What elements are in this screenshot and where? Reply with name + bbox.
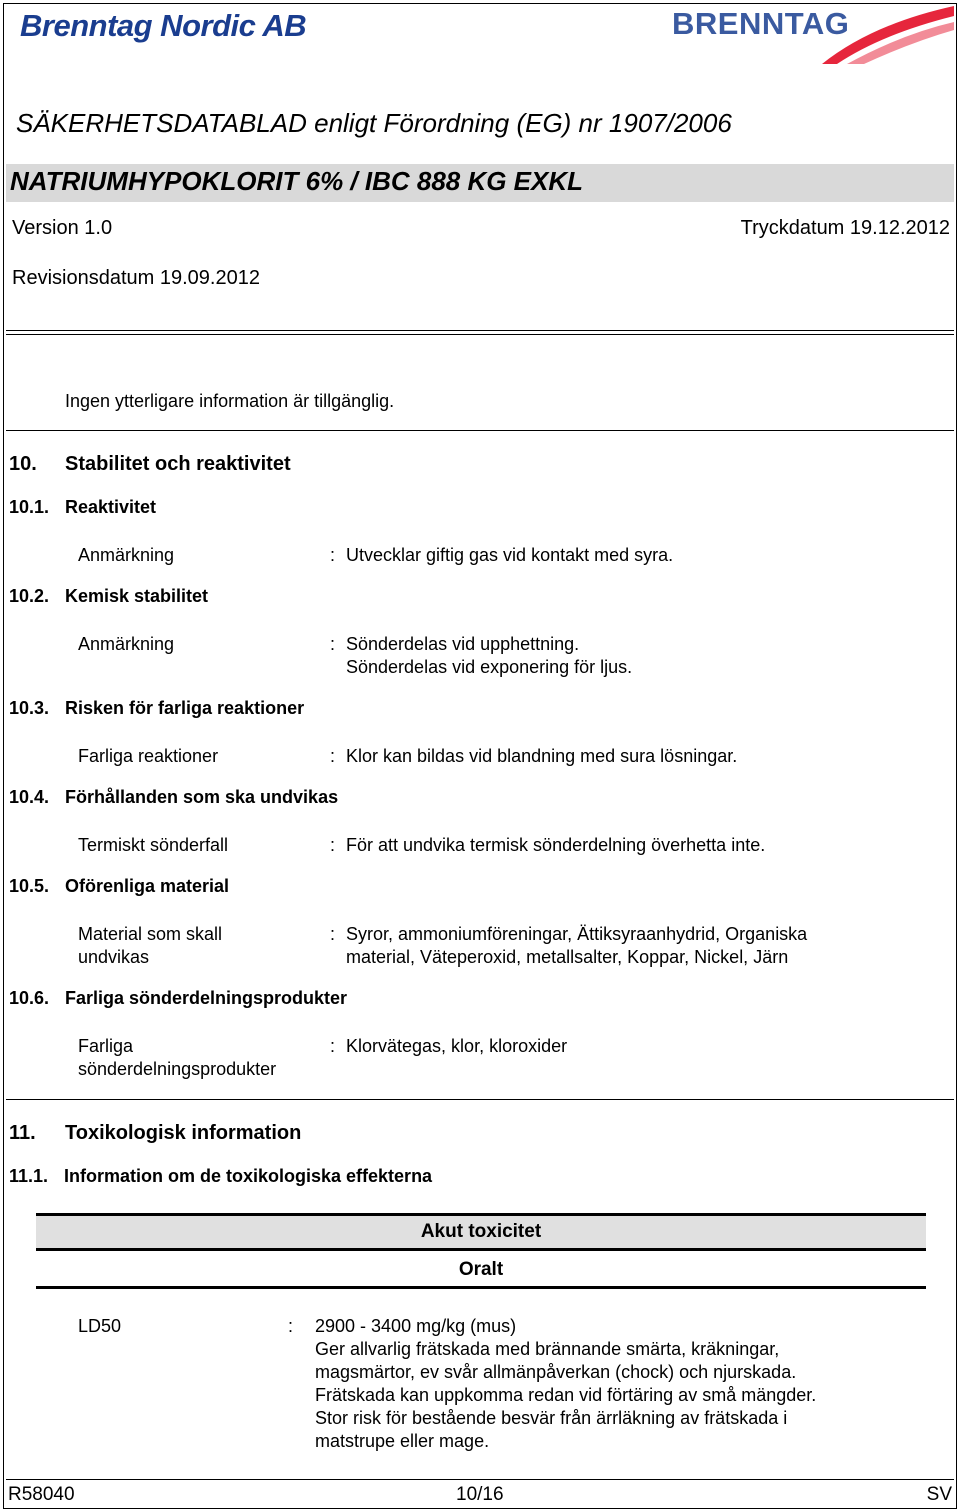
logo-text: BRENNTAG bbox=[672, 6, 850, 41]
sub-10-5-title: Oförenliga material bbox=[65, 876, 230, 896]
ld50-line-6: matstrupe eller mage. bbox=[315, 1431, 490, 1451]
section-10-title: Stabilitet och reaktivitet bbox=[65, 453, 291, 475]
sub-10-5-label-2: undvikas bbox=[78, 947, 150, 967]
header-rule bbox=[6, 330, 954, 331]
sub-10-6-value: Klorvätegas, klor, kloroxider bbox=[346, 1036, 568, 1056]
sub-10-4-label: Termiskt sönderfall bbox=[78, 835, 229, 855]
sub-10-6-colon: : bbox=[330, 1036, 336, 1056]
print-date: Tryckdatum 19.12.2012 bbox=[740, 217, 950, 239]
table-header-label: Akut toxicitet bbox=[420, 1221, 542, 1242]
section-10-number: 10. bbox=[9, 453, 37, 475]
footer-page-number: 10/16 bbox=[456, 1484, 504, 1505]
version: Version 1.0 bbox=[12, 217, 113, 239]
ld50-colon: : bbox=[288, 1316, 294, 1336]
sub-10-5-value-2: material, Väteperoxid, metallsalter, Koppar, Nickel, Järn bbox=[346, 947, 789, 967]
sub-11-1-title: Information om de toxikologiska effekterna bbox=[64, 1166, 433, 1186]
sub-10-2-label: Anmärkning bbox=[78, 634, 175, 654]
header-rule-2 bbox=[6, 334, 954, 335]
ld50-line-4: Frätskada kan uppkomma redan vid förtäring av små mängder. bbox=[315, 1385, 817, 1405]
table-subheader-label: Oralt bbox=[458, 1259, 504, 1280]
sub-10-5-value-1: Syror, ammoniumföreningar, Ättiksyraanhydrid, Organiska bbox=[346, 924, 808, 944]
intro-text: Ingen ytterligare information är tillgänglig. bbox=[65, 391, 395, 411]
sub-11-1-number: 11.1. bbox=[9, 1166, 49, 1186]
section-rule bbox=[6, 1099, 954, 1100]
sub-10-3-number: 10.3. bbox=[9, 698, 50, 718]
sub-10-4-colon: : bbox=[330, 835, 336, 855]
ld50-line-2: Ger allvarlig frätskada med brännande smärta, kräkningar, bbox=[315, 1339, 780, 1359]
sub-10-1-colon: : bbox=[330, 545, 336, 565]
sub-10-5-number: 10.5. bbox=[9, 876, 50, 896]
section-11-title: Toxikologisk information bbox=[65, 1122, 302, 1144]
sub-10-3-title: Risken för farliga reaktioner bbox=[65, 698, 305, 718]
brenntag-logo bbox=[672, 4, 954, 66]
sub-10-2-number: 10.2. bbox=[9, 586, 50, 606]
sub-10-2-colon: : bbox=[330, 634, 336, 654]
sub-10-6-label-2: sönderdelningsprodukter bbox=[78, 1059, 277, 1079]
revision-date: Revisionsdatum 19.09.2012 bbox=[12, 267, 260, 289]
sub-10-4-title: Förhållanden som ska undvikas bbox=[65, 787, 339, 807]
sub-10-3-label: Farliga reaktioner bbox=[78, 746, 219, 766]
table-header-acute-toxicity bbox=[36, 1213, 926, 1251]
footer-language: SV bbox=[926, 1484, 952, 1505]
sub-10-5-label-1: Material som skall bbox=[78, 924, 223, 944]
sub-10-3-colon: : bbox=[330, 746, 336, 766]
section-11-number: 11. bbox=[9, 1122, 36, 1144]
sub-10-2-title: Kemisk stabilitet bbox=[65, 586, 209, 606]
ld50-line-5: Stor risk för bestående besvär från ärrläkning av frätskada i bbox=[315, 1408, 788, 1428]
footer-doc-code: R58040 bbox=[8, 1484, 75, 1505]
document-title: SÄKERHETSDATABLAD enligt Förordning (EG) nr 1907/2006 bbox=[16, 108, 732, 138]
ld50-line-1: 2900 - 3400 mg/kg (mus) bbox=[315, 1316, 517, 1336]
footer-rule bbox=[6, 1479, 954, 1480]
sub-10-6-number: 10.6. bbox=[9, 988, 50, 1008]
sub-10-6-title: Farliga sönderdelningsprodukter bbox=[65, 988, 348, 1008]
sub-10-1-value: Utvecklar giftig gas vid kontakt med syra. bbox=[346, 545, 674, 565]
sub-10-4-number: 10.4. bbox=[9, 787, 50, 807]
table-subheader-oral bbox=[36, 1255, 926, 1289]
sub-10-2-value-1: Sönderdelas vid upphettning. bbox=[346, 634, 580, 654]
section-rule bbox=[6, 430, 954, 431]
sub-10-1-label: Anmärkning bbox=[78, 545, 175, 565]
sub-10-5-colon: : bbox=[330, 924, 336, 944]
ld50-label: LD50 bbox=[78, 1316, 122, 1336]
sub-10-4-value: För att undvika termisk sönderdelning överhetta inte. bbox=[346, 835, 766, 855]
product-name: NATRIUMHYPOKLORIT 6% / IBC 888 KG EXKL bbox=[10, 166, 584, 196]
sub-10-3-value: Klor kan bildas vid blandning med sura lösningar. bbox=[346, 746, 738, 766]
sub-10-1-number: 10.1. bbox=[9, 497, 50, 517]
sub-10-1-title: Reaktivitet bbox=[65, 497, 157, 517]
sub-10-6-label-1: Farliga bbox=[78, 1036, 134, 1056]
sub-10-2-value-2: Sönderdelas vid exponering för ljus. bbox=[346, 657, 633, 677]
ld50-line-3: magsmärtor, ev svår allmänpåverkan (chock) och njurskada. bbox=[315, 1362, 797, 1382]
company-name: Brenntag Nordic AB bbox=[20, 8, 307, 43]
